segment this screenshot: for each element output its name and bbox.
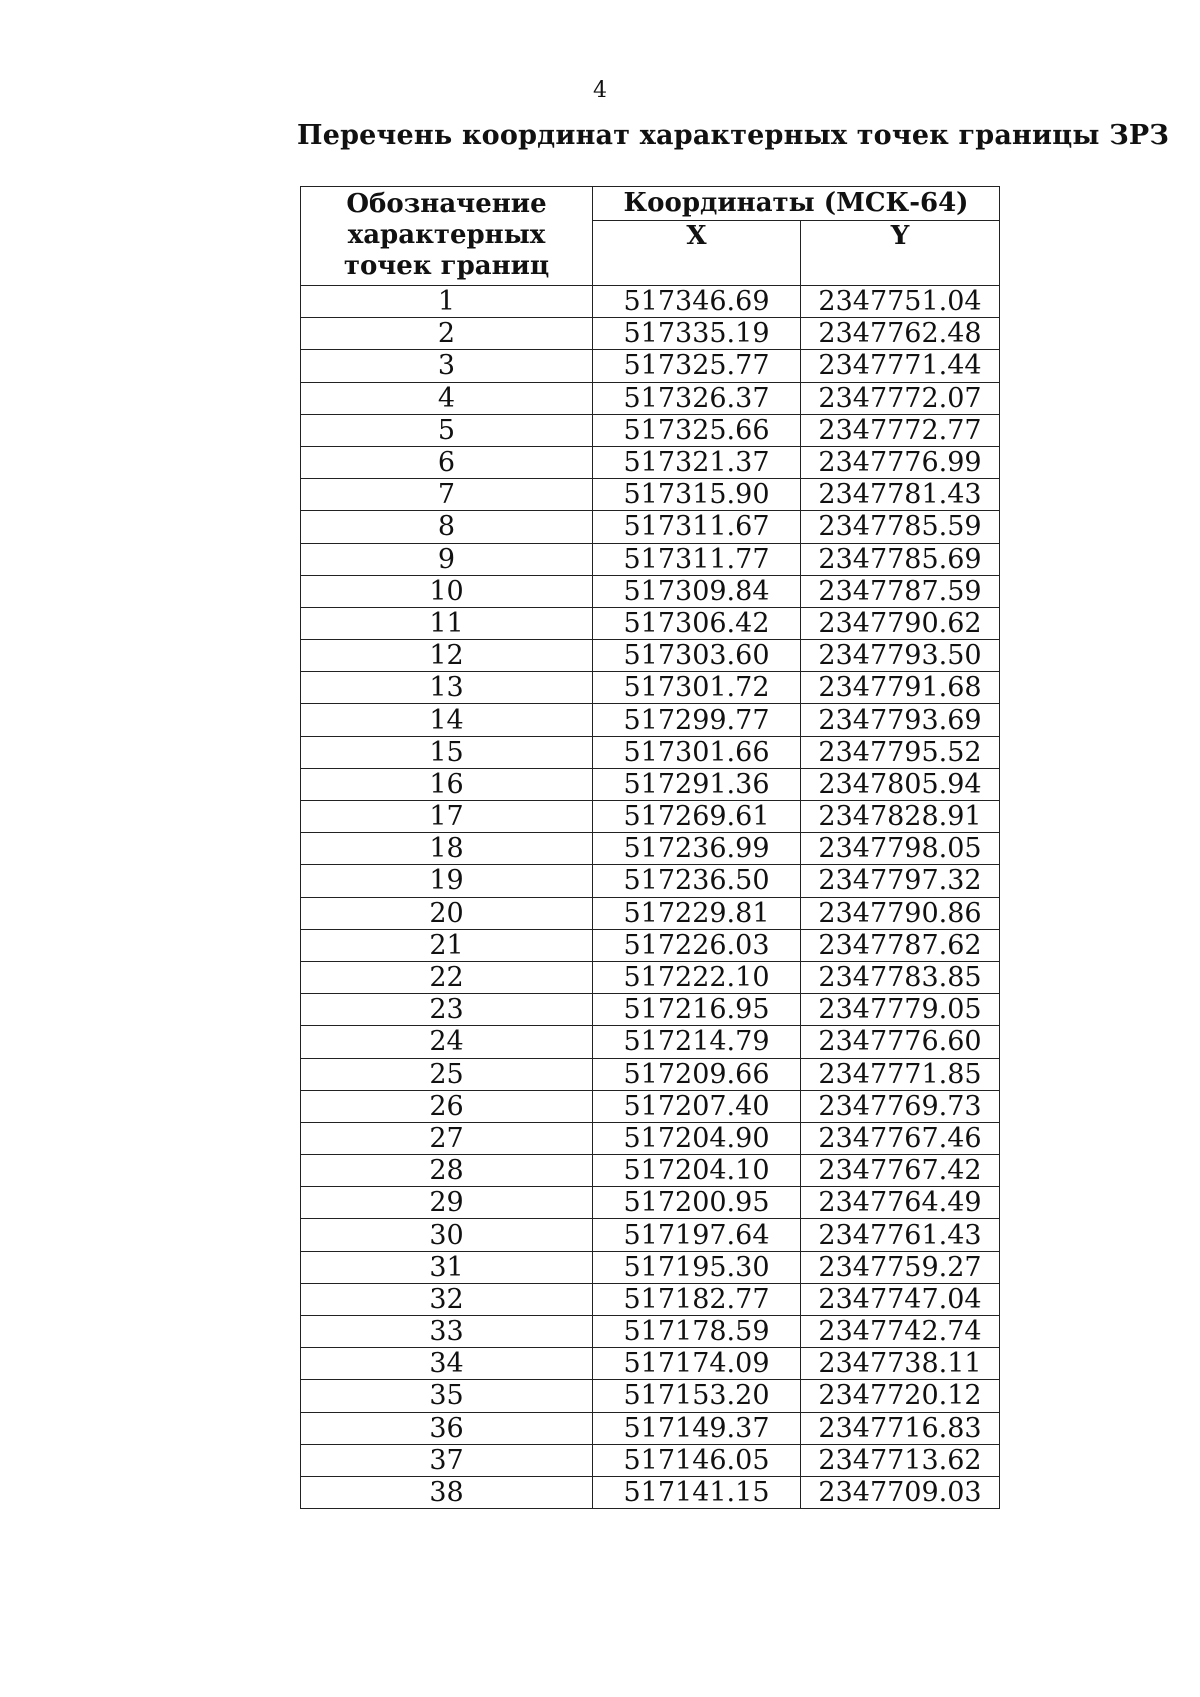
cell-point: 20 xyxy=(301,897,593,929)
cell-point: 14 xyxy=(301,704,593,736)
cell-point: 1 xyxy=(301,286,593,318)
cell-x: 517325.66 xyxy=(593,414,801,446)
cell-x: 517291.36 xyxy=(593,768,801,800)
cell-x: 517346.69 xyxy=(593,286,801,318)
cell-point: 36 xyxy=(301,1412,593,1444)
table-row xyxy=(301,286,1000,318)
table-row xyxy=(301,865,1000,897)
cell-point: 29 xyxy=(301,1187,593,1219)
cell-point: 15 xyxy=(301,736,593,768)
table-row xyxy=(301,1122,1000,1154)
cell-point: 28 xyxy=(301,1155,593,1187)
header-x: X xyxy=(593,220,801,285)
table-row xyxy=(301,1283,1000,1315)
cell-point: 33 xyxy=(301,1316,593,1348)
table-row xyxy=(301,897,1000,929)
cell-y: 2347772.77 xyxy=(801,414,1000,446)
cell-x: 517236.99 xyxy=(593,833,801,865)
table-row xyxy=(301,1316,1000,1348)
cell-y: 2347709.03 xyxy=(801,1476,1000,1508)
cell-y: 2347793.69 xyxy=(801,704,1000,736)
table-row xyxy=(301,575,1000,607)
table-row xyxy=(301,736,1000,768)
table-body xyxy=(301,286,1000,1509)
cell-y: 2347790.62 xyxy=(801,607,1000,639)
table-row xyxy=(301,1058,1000,1090)
table-row xyxy=(301,994,1000,1026)
cell-y: 2347771.44 xyxy=(801,350,1000,382)
cell-y: 2347713.62 xyxy=(801,1444,1000,1476)
cell-point: 7 xyxy=(301,479,593,511)
cell-x: 517326.37 xyxy=(593,382,801,414)
cell-y: 2347791.68 xyxy=(801,672,1000,704)
table-row xyxy=(301,1444,1000,1476)
cell-y: 2347776.99 xyxy=(801,446,1000,478)
table-row xyxy=(301,1026,1000,1058)
cell-y: 2347761.43 xyxy=(801,1219,1000,1251)
cell-x: 517200.95 xyxy=(593,1187,801,1219)
cell-y: 2347783.85 xyxy=(801,961,1000,993)
cell-point: 35 xyxy=(301,1380,593,1412)
table-row xyxy=(301,350,1000,382)
table-row xyxy=(301,543,1000,575)
table-row xyxy=(301,929,1000,961)
cell-point: 23 xyxy=(301,994,593,1026)
cell-y: 2347767.46 xyxy=(801,1122,1000,1154)
cell-y: 2347759.27 xyxy=(801,1251,1000,1283)
cell-x: 517309.84 xyxy=(593,575,801,607)
table-row xyxy=(301,961,1000,993)
cell-x: 517204.90 xyxy=(593,1122,801,1154)
table-row xyxy=(301,1476,1000,1508)
cell-y: 2347828.91 xyxy=(801,801,1000,833)
cell-y: 2347720.12 xyxy=(801,1380,1000,1412)
cell-y: 2347738.11 xyxy=(801,1348,1000,1380)
cell-x: 517178.59 xyxy=(593,1316,801,1348)
table-row xyxy=(301,382,1000,414)
cell-x: 517229.81 xyxy=(593,897,801,929)
document-title: Перечень координат характерных точек границы ЗРЗ xyxy=(297,120,1170,151)
cell-y: 2347805.94 xyxy=(801,768,1000,800)
cell-point: 38 xyxy=(301,1476,593,1508)
cell-y: 2347781.43 xyxy=(801,479,1000,511)
table-row xyxy=(301,1251,1000,1283)
cell-x: 517335.19 xyxy=(593,318,801,350)
cell-y: 2347798.05 xyxy=(801,833,1000,865)
cell-x: 517299.77 xyxy=(593,704,801,736)
cell-y: 2347793.50 xyxy=(801,640,1000,672)
cell-x: 517222.10 xyxy=(593,961,801,993)
cell-point: 22 xyxy=(301,961,593,993)
cell-x: 517321.37 xyxy=(593,446,801,478)
table-row xyxy=(301,1412,1000,1444)
cell-point: 12 xyxy=(301,640,593,672)
cell-x: 517216.95 xyxy=(593,994,801,1026)
cell-point: 21 xyxy=(301,929,593,961)
cell-point: 32 xyxy=(301,1283,593,1315)
cell-x: 517149.37 xyxy=(593,1412,801,1444)
cell-x: 517209.66 xyxy=(593,1058,801,1090)
cell-y: 2347762.48 xyxy=(801,318,1000,350)
header-y: Y xyxy=(801,220,1000,285)
table-row xyxy=(301,768,1000,800)
cell-y: 2347751.04 xyxy=(801,286,1000,318)
cell-y: 2347742.74 xyxy=(801,1316,1000,1348)
cell-point: 37 xyxy=(301,1444,593,1476)
cell-point: 10 xyxy=(301,575,593,607)
cell-y: 2347790.86 xyxy=(801,897,1000,929)
cell-point: 4 xyxy=(301,382,593,414)
cell-x: 517141.15 xyxy=(593,1476,801,1508)
table-row xyxy=(301,318,1000,350)
cell-x: 517301.72 xyxy=(593,672,801,704)
cell-y: 2347747.04 xyxy=(801,1283,1000,1315)
cell-x: 517182.77 xyxy=(593,1283,801,1315)
cell-y: 2347787.59 xyxy=(801,575,1000,607)
cell-x: 517303.60 xyxy=(593,640,801,672)
table-row xyxy=(301,479,1000,511)
cell-x: 517207.40 xyxy=(593,1090,801,1122)
cell-x: 517214.79 xyxy=(593,1026,801,1058)
table-row xyxy=(301,414,1000,446)
cell-y: 2347772.07 xyxy=(801,382,1000,414)
page-number: 4 xyxy=(593,78,607,103)
cell-point: 30 xyxy=(301,1219,593,1251)
cell-y: 2347771.85 xyxy=(801,1058,1000,1090)
table-row xyxy=(301,511,1000,543)
cell-point: 3 xyxy=(301,350,593,382)
cell-point: 17 xyxy=(301,801,593,833)
cell-point: 8 xyxy=(301,511,593,543)
cell-point: 27 xyxy=(301,1122,593,1154)
cell-y: 2347767.42 xyxy=(801,1155,1000,1187)
cell-point: 9 xyxy=(301,543,593,575)
cell-point: 19 xyxy=(301,865,593,897)
table-row xyxy=(301,640,1000,672)
cell-point: 26 xyxy=(301,1090,593,1122)
cell-point: 6 xyxy=(301,446,593,478)
cell-x: 517301.66 xyxy=(593,736,801,768)
cell-x: 517226.03 xyxy=(593,929,801,961)
cell-point: 5 xyxy=(301,414,593,446)
table-row xyxy=(301,1219,1000,1251)
table-row xyxy=(301,607,1000,639)
cell-point: 16 xyxy=(301,768,593,800)
cell-y: 2347785.59 xyxy=(801,511,1000,543)
cell-y: 2347787.62 xyxy=(801,929,1000,961)
table-row xyxy=(301,833,1000,865)
cell-x: 517146.05 xyxy=(593,1444,801,1476)
cell-x: 517311.77 xyxy=(593,543,801,575)
cell-y: 2347769.73 xyxy=(801,1090,1000,1122)
cell-x: 517325.77 xyxy=(593,350,801,382)
cell-x: 517174.09 xyxy=(593,1348,801,1380)
cell-point: 34 xyxy=(301,1348,593,1380)
table-row xyxy=(301,1090,1000,1122)
cell-point: 31 xyxy=(301,1251,593,1283)
cell-y: 2347797.32 xyxy=(801,865,1000,897)
cell-point: 2 xyxy=(301,318,593,350)
cell-point: 11 xyxy=(301,607,593,639)
cell-point: 24 xyxy=(301,1026,593,1058)
cell-x: 517269.61 xyxy=(593,801,801,833)
table-row xyxy=(301,1155,1000,1187)
coordinates-table xyxy=(300,186,1000,1509)
cell-point: 18 xyxy=(301,833,593,865)
table-row xyxy=(301,801,1000,833)
cell-y: 2347764.49 xyxy=(801,1187,1000,1219)
table-row xyxy=(301,672,1000,704)
cell-y: 2347779.05 xyxy=(801,994,1000,1026)
header-coordinates: Координаты (МСК-64) xyxy=(593,187,1000,221)
table-row xyxy=(301,446,1000,478)
cell-point: 13 xyxy=(301,672,593,704)
table-row xyxy=(301,1380,1000,1412)
cell-x: 517153.20 xyxy=(593,1380,801,1412)
cell-x: 517315.90 xyxy=(593,479,801,511)
table-header xyxy=(301,187,1000,286)
cell-y: 2347776.60 xyxy=(801,1026,1000,1058)
cell-x: 517236.50 xyxy=(593,865,801,897)
cell-point: 25 xyxy=(301,1058,593,1090)
cell-y: 2347716.83 xyxy=(801,1412,1000,1444)
cell-x: 517306.42 xyxy=(593,607,801,639)
cell-x: 517204.10 xyxy=(593,1155,801,1187)
table-row xyxy=(301,1348,1000,1380)
cell-x: 517311.67 xyxy=(593,511,801,543)
cell-y: 2347785.69 xyxy=(801,543,1000,575)
table-row xyxy=(301,704,1000,736)
cell-x: 517197.64 xyxy=(593,1219,801,1251)
table-row xyxy=(301,1187,1000,1219)
header-point-designation: Обозначение характерных точек границ xyxy=(301,187,593,286)
cell-y: 2347795.52 xyxy=(801,736,1000,768)
cell-x: 517195.30 xyxy=(593,1251,801,1283)
